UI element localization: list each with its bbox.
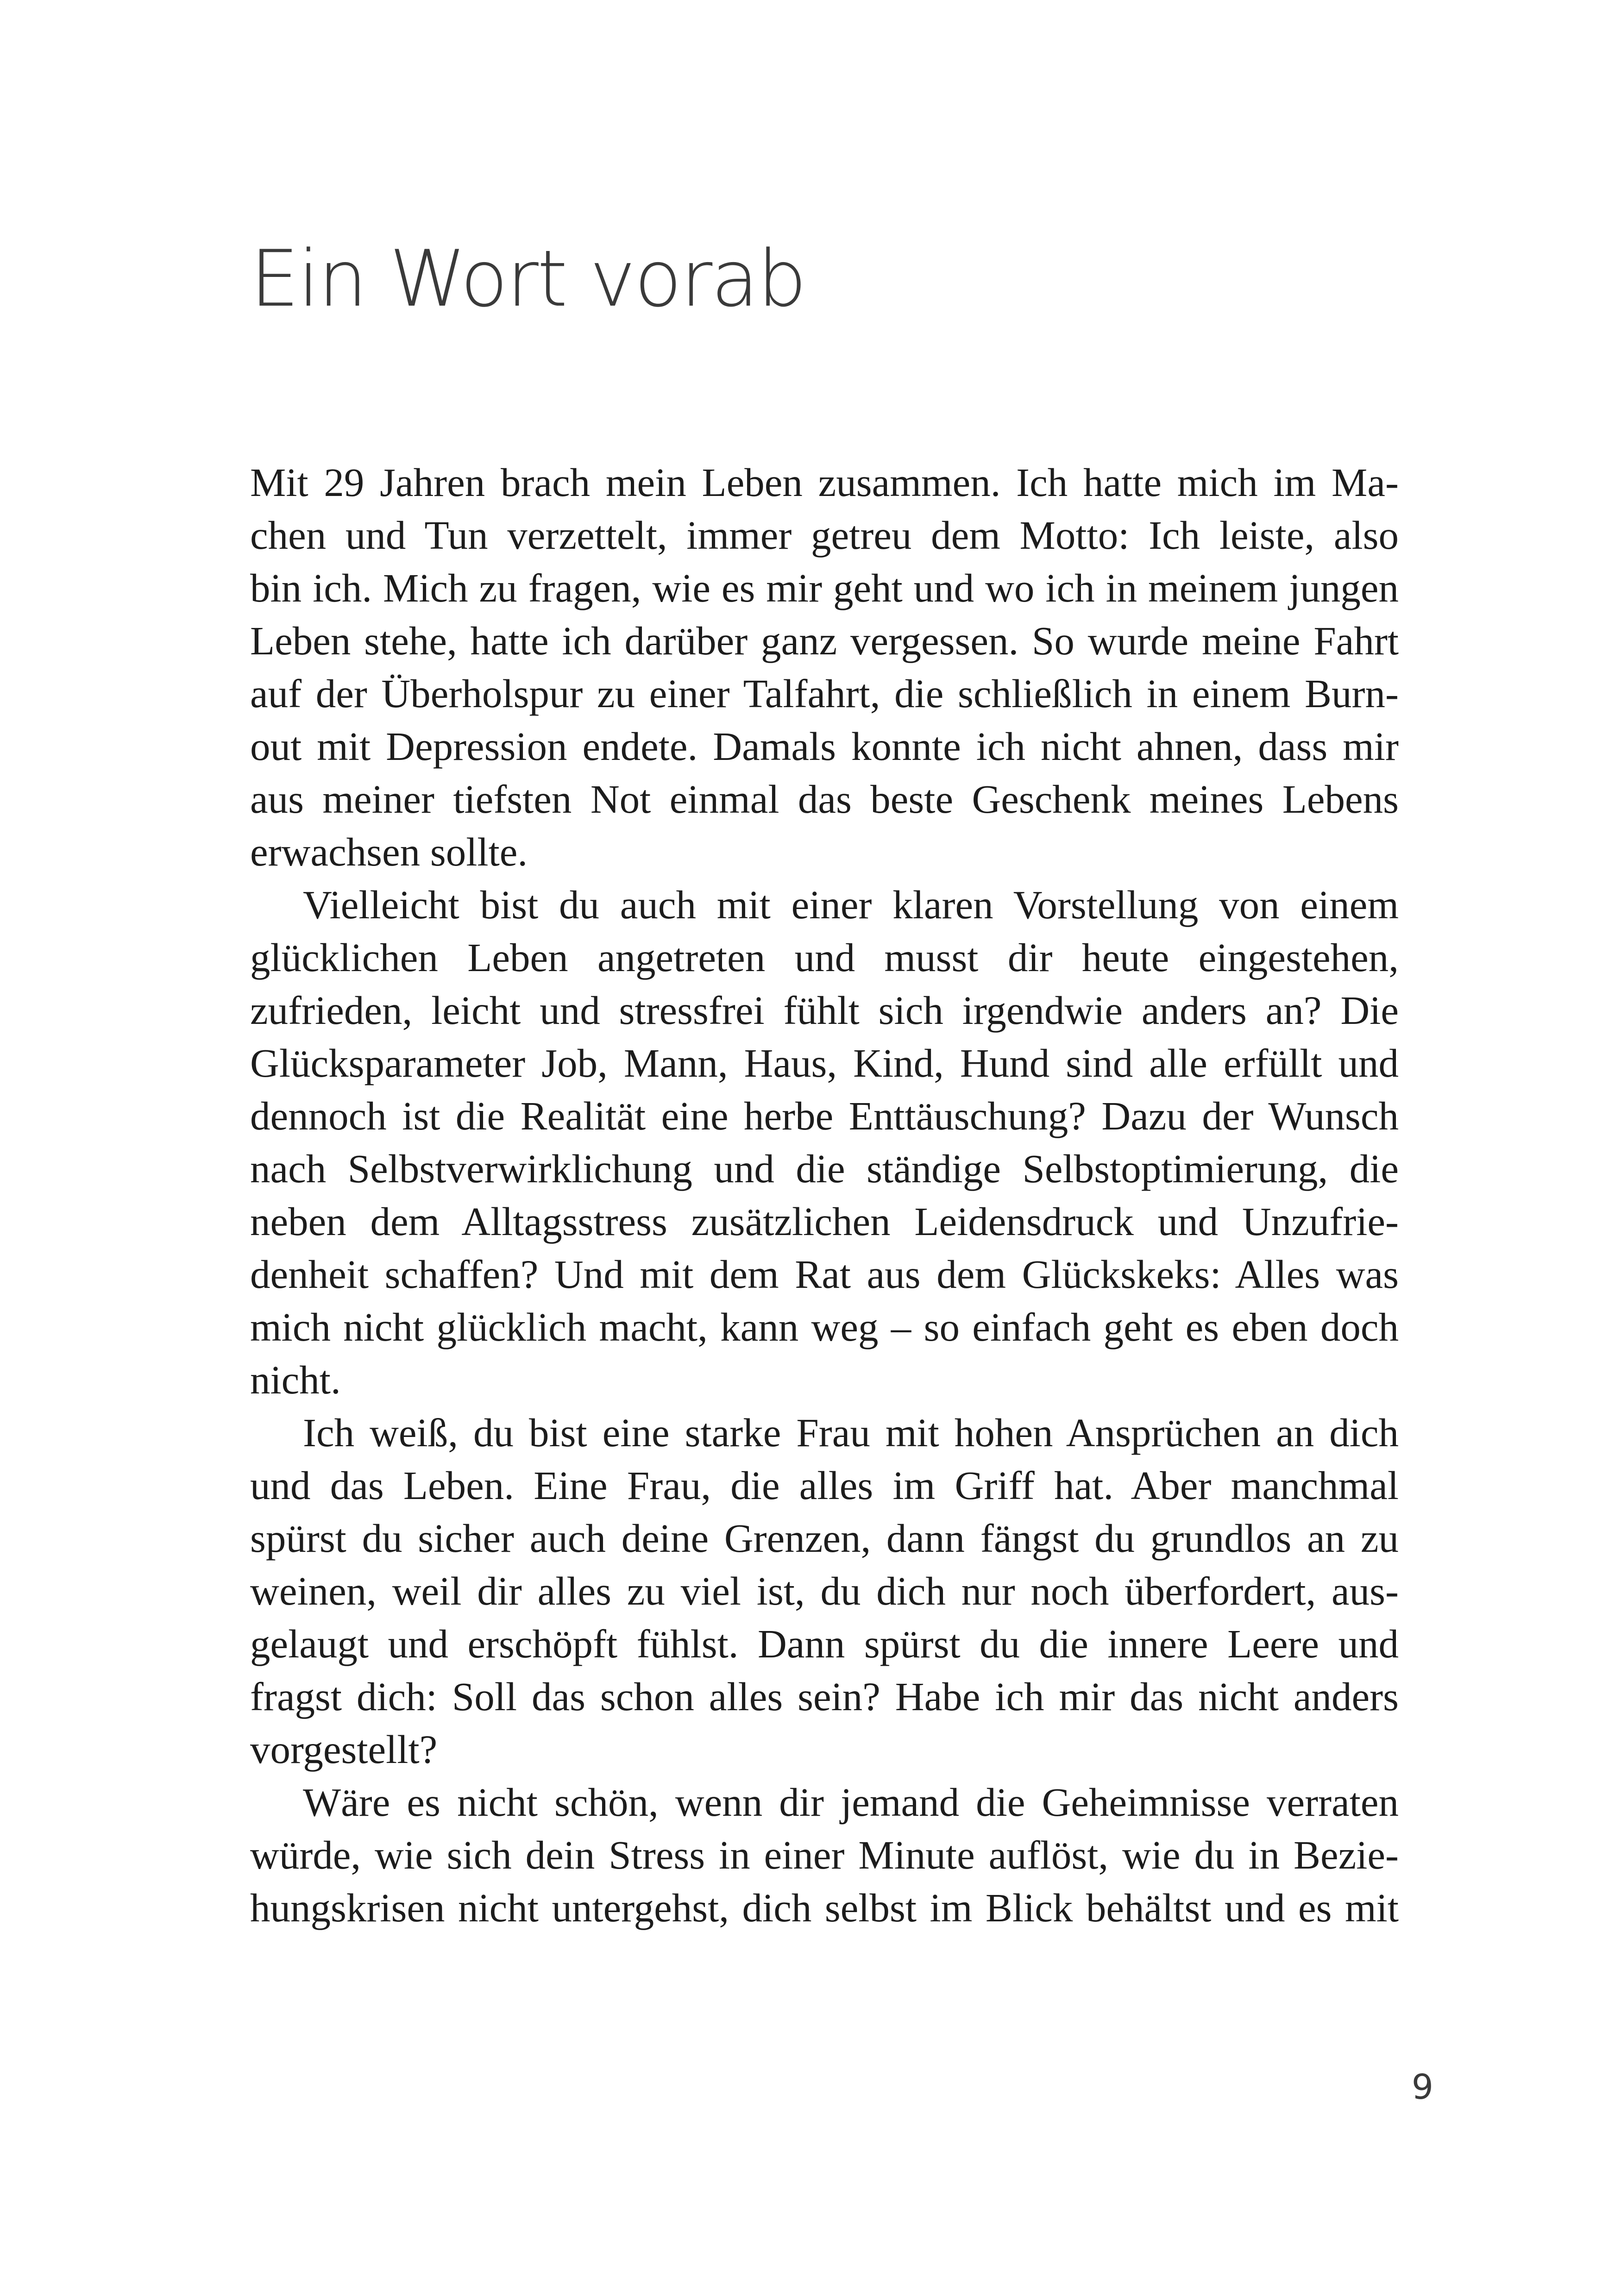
text-line: glücklichen Leben angetreten und musst dir heute eingestehen, <box>250 935 1399 980</box>
text-line: vorgestellt? <box>250 1727 438 1772</box>
text-line: dennoch ist die Realität eine herbe Enttäuschung? Dazu der Wunsch <box>250 1093 1399 1138</box>
text-line: denheit schaffen? Und mit dem Rat aus dem Glückskeks: Alles was <box>250 1252 1399 1297</box>
text-line: auf der Überholspur zu einer Talfahrt, die schließlich in einem Burn- <box>250 671 1399 716</box>
text-line: und das Leben. Eine Frau, die alles im Griff hat. Aber manchmal <box>250 1463 1399 1508</box>
text-line: Wäre es nicht schön, wenn dir jemand die Geheimnisse verraten <box>303 1780 1399 1825</box>
text-line: neben dem Alltagsstress zusätzlichen Leidensdruck und Unzufrie- <box>250 1199 1399 1244</box>
text-line: nach Selbstverwirklichung und die ständige Selbstoptimierung, die <box>250 1146 1399 1191</box>
text-line: erwachsen sollte. <box>250 829 528 874</box>
text-line: chen und Tun verzettelt, immer getreu dem Motto: Ich leiste, also <box>250 513 1399 558</box>
text-line: würde, wie sich dein Stress in einer Minute auflöst, wie du in Bezie- <box>250 1832 1399 1877</box>
text-line: Leben stehe, hatte ich darüber ganz vergessen. So wurde meine Fahrt <box>250 618 1399 663</box>
page-number: 9 <box>1411 2067 1433 2107</box>
text-line: mich nicht glücklich macht, kann weg – so einfach geht es eben doch <box>250 1305 1399 1349</box>
chapter-title: Ein Wort vorab <box>250 233 805 324</box>
text-line: weinen, weil dir alles zu viel ist, du dich nur noch überfordert, aus- <box>250 1568 1399 1613</box>
text-line: hungskrisen nicht untergehst, dich selbst im Blick behältst und es mit <box>250 1885 1399 1930</box>
text-line: spürst du sicher auch deine Grenzen, dann fängst du grundlos an zu <box>250 1516 1399 1561</box>
text-line: out mit Depression endete. Damals konnte ich nicht ahnen, dass mir <box>250 724 1399 769</box>
text-line: nicht. <box>250 1357 341 1402</box>
text-line: fragst dich: Soll das schon alles sein? Habe ich mir das nicht anders <box>250 1674 1399 1719</box>
text-line: Vielleicht bist du auch mit einer klaren Vorstellung von einem <box>303 882 1399 927</box>
body-text <box>250 456 1399 1934</box>
text-line: gelaugt und erschöpft fühlst. Dann spürst du die innere Leere und <box>250 1621 1399 1666</box>
text-line: aus meiner tiefsten Not einmal das beste Geschenk meines Lebens <box>250 777 1399 822</box>
text-line: bin ich. Mich zu fragen, wie es mir geht und wo ich in meinem jungen <box>250 565 1399 610</box>
text-line: Glücksparameter Job, Mann, Haus, Kind, Hund sind alle erfüllt und <box>250 1041 1399 1085</box>
text-line: Mit 29 Jahren brach mein Leben zusammen. Ich hatte mich im Ma- <box>250 460 1399 505</box>
text-line: zufrieden, leicht und stressfrei fühlt sich irgendwie anders an? Die <box>250 988 1399 1033</box>
text-line: Ich weiß, du bist eine starke Frau mit hohen Ansprüchen an dich <box>303 1410 1399 1455</box>
